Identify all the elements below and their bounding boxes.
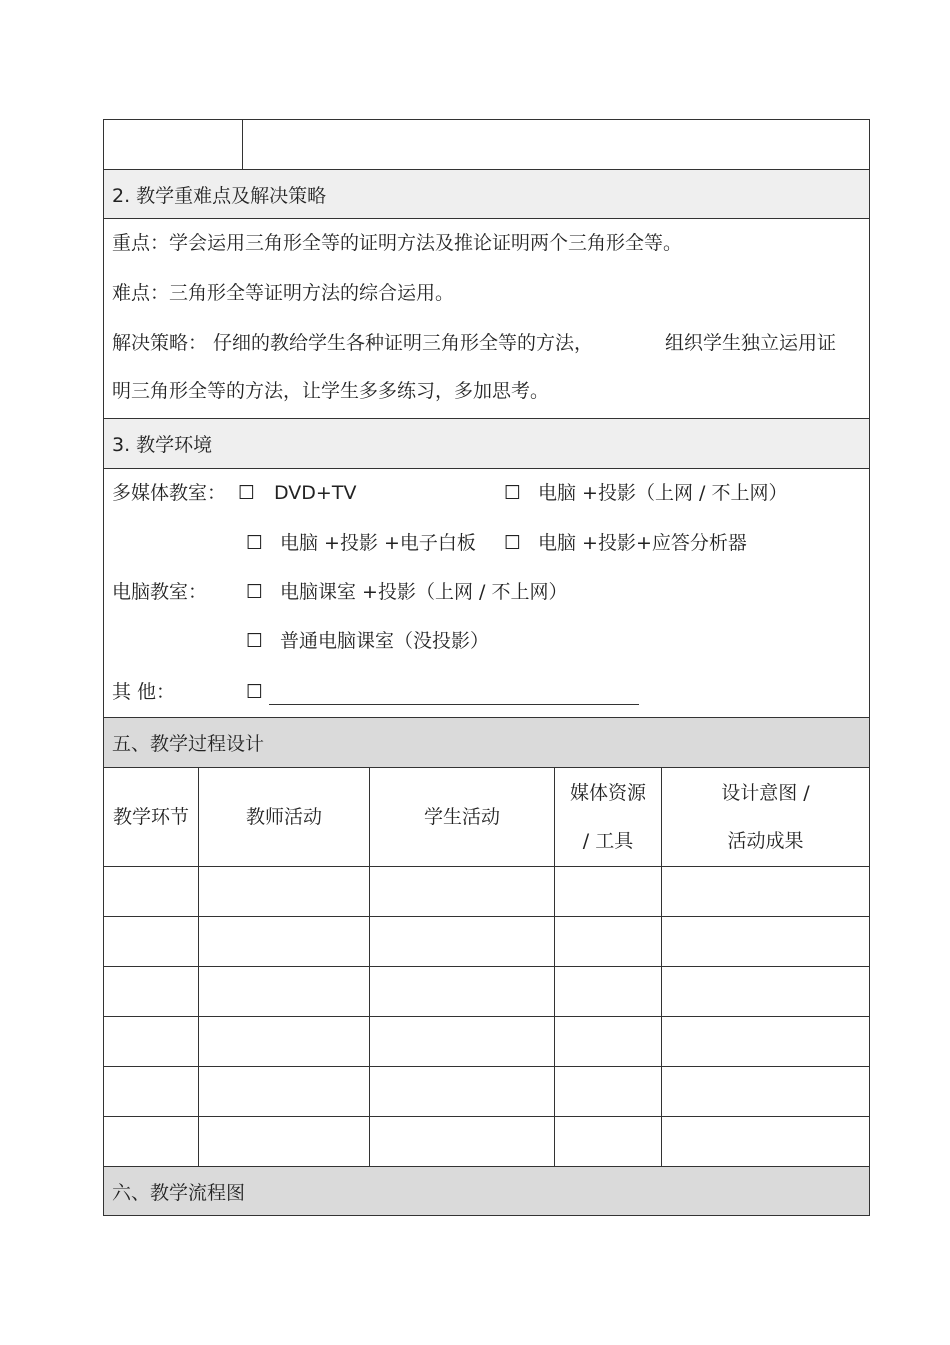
header-teacher-activity-label: 教师活动 — [245, 806, 322, 828]
header-teaching-stage-label: 教学环节 — [112, 806, 189, 828]
table-cell[interactable] — [370, 967, 554, 1016]
table-cell[interactable] — [199, 917, 369, 966]
table-cell[interactable] — [662, 1117, 869, 1166]
table-cell[interactable] — [370, 917, 554, 966]
row-divider — [103, 468, 870, 469]
table-cell[interactable] — [555, 917, 661, 966]
table-cell[interactable] — [104, 967, 198, 1016]
table-cell[interactable] — [199, 967, 369, 1016]
header-media-tools-line1: 媒体资源 — [569, 782, 646, 804]
key-point-text: 重点：学会运用三角形全等的证明方法及推论证明两个三角形全等。 — [112, 232, 683, 254]
section-5-header — [104, 718, 869, 767]
other-fill-in-blank[interactable] — [269, 686, 639, 705]
checkbox-pc-projector[interactable]: ☐ — [504, 482, 522, 504]
checkbox-other[interactable]: ☐ — [246, 681, 264, 703]
section-3-title: 3. 教学环境 — [112, 434, 213, 456]
table-cell[interactable] — [199, 1017, 369, 1066]
option-pc-projector-responder-label: 电脑 +投影+应答分析器 — [538, 532, 747, 554]
header-design-intent-line2: 活动成果 — [727, 830, 804, 852]
table-cell[interactable] — [104, 1017, 198, 1066]
header-teaching-stage — [104, 768, 198, 866]
section-6-title: 六、教学流程图 — [112, 1181, 246, 1204]
difficulty-text: 难点：三角形全等证明方法的综合运用。 — [112, 282, 455, 304]
header-student-activity-label: 学生活动 — [423, 806, 500, 828]
top-row-left-cell — [104, 120, 242, 169]
computer-room-label: 电脑教室： — [112, 581, 208, 603]
table-cell[interactable] — [370, 1067, 554, 1116]
table-cell[interactable] — [199, 1067, 369, 1116]
other-label: 其 他： — [112, 681, 176, 703]
table-cell[interactable] — [555, 1117, 661, 1166]
checkbox-class-projector[interactable]: ☐ — [246, 581, 264, 603]
table-cell[interactable] — [555, 967, 661, 1016]
table-cell[interactable] — [555, 1067, 661, 1116]
top-row-right-cell — [243, 120, 869, 169]
table-cell[interactable] — [370, 867, 554, 916]
header-teacher-activity — [199, 768, 369, 866]
table-cell[interactable] — [104, 867, 198, 916]
table-cell[interactable] — [662, 867, 869, 916]
checkbox-pc-projector-whiteboard[interactable]: ☐ — [246, 532, 264, 554]
option-pc-projector-label: 电脑 +投影（上网 / 不上网） — [538, 482, 788, 504]
option-class-plain-label: 普通电脑课室（没投影） — [280, 630, 490, 652]
multimedia-room-label: 多媒体教室： — [112, 482, 227, 504]
checkbox-class-plain[interactable]: ☐ — [246, 630, 264, 652]
table-cell[interactable] — [662, 1067, 869, 1116]
table-cell[interactable] — [104, 1117, 198, 1166]
header-student-activity — [370, 768, 554, 866]
checkbox-dvd-tv[interactable]: ☐ — [238, 482, 256, 504]
header-design-intent-line1: 设计意图 / — [721, 782, 810, 804]
strategy-text-line2: 明三角形全等的方法，让学生多多练习，多加思考。 — [112, 380, 550, 402]
header-media-tools-line2: / 工具 — [582, 830, 634, 852]
table-cell[interactable] — [555, 1017, 661, 1066]
section-2-header — [104, 170, 869, 218]
option-pc-projector-whiteboard-label: 电脑 +投影 +电子白板 — [280, 532, 476, 554]
header-design-intent — [662, 768, 869, 866]
table-cell[interactable] — [662, 1017, 869, 1066]
section-5-title: 五、教学过程设计 — [112, 733, 265, 755]
table-cell[interactable] — [104, 1067, 198, 1116]
section-2-title: 2. 教学重难点及解决策略 — [112, 184, 327, 207]
table-cell[interactable] — [199, 867, 369, 916]
section-3-header — [104, 419, 869, 468]
header-media-tools — [555, 768, 661, 866]
section-6-header — [104, 1167, 869, 1215]
table-cell[interactable] — [199, 1117, 369, 1166]
table-cell[interactable] — [104, 917, 198, 966]
option-class-projector-label: 电脑课室 +投影（上网 / 不上网） — [280, 581, 568, 603]
option-dvd-tv-label: DVD+TV — [274, 482, 357, 504]
strategy-text-line1a: 解决策略： 仔细的教给学生各种证明三角形全等的方法， — [112, 332, 594, 354]
table-cell[interactable] — [370, 1017, 554, 1066]
table-cell[interactable] — [370, 1117, 554, 1166]
table-cell[interactable] — [662, 917, 869, 966]
table-cell[interactable] — [555, 867, 661, 916]
row-divider — [103, 218, 870, 219]
table-cell[interactable] — [662, 967, 869, 1016]
checkbox-pc-projector-responder[interactable]: ☐ — [504, 532, 522, 554]
strategy-text-line1b: 组织学生独立运用证 — [665, 332, 837, 354]
